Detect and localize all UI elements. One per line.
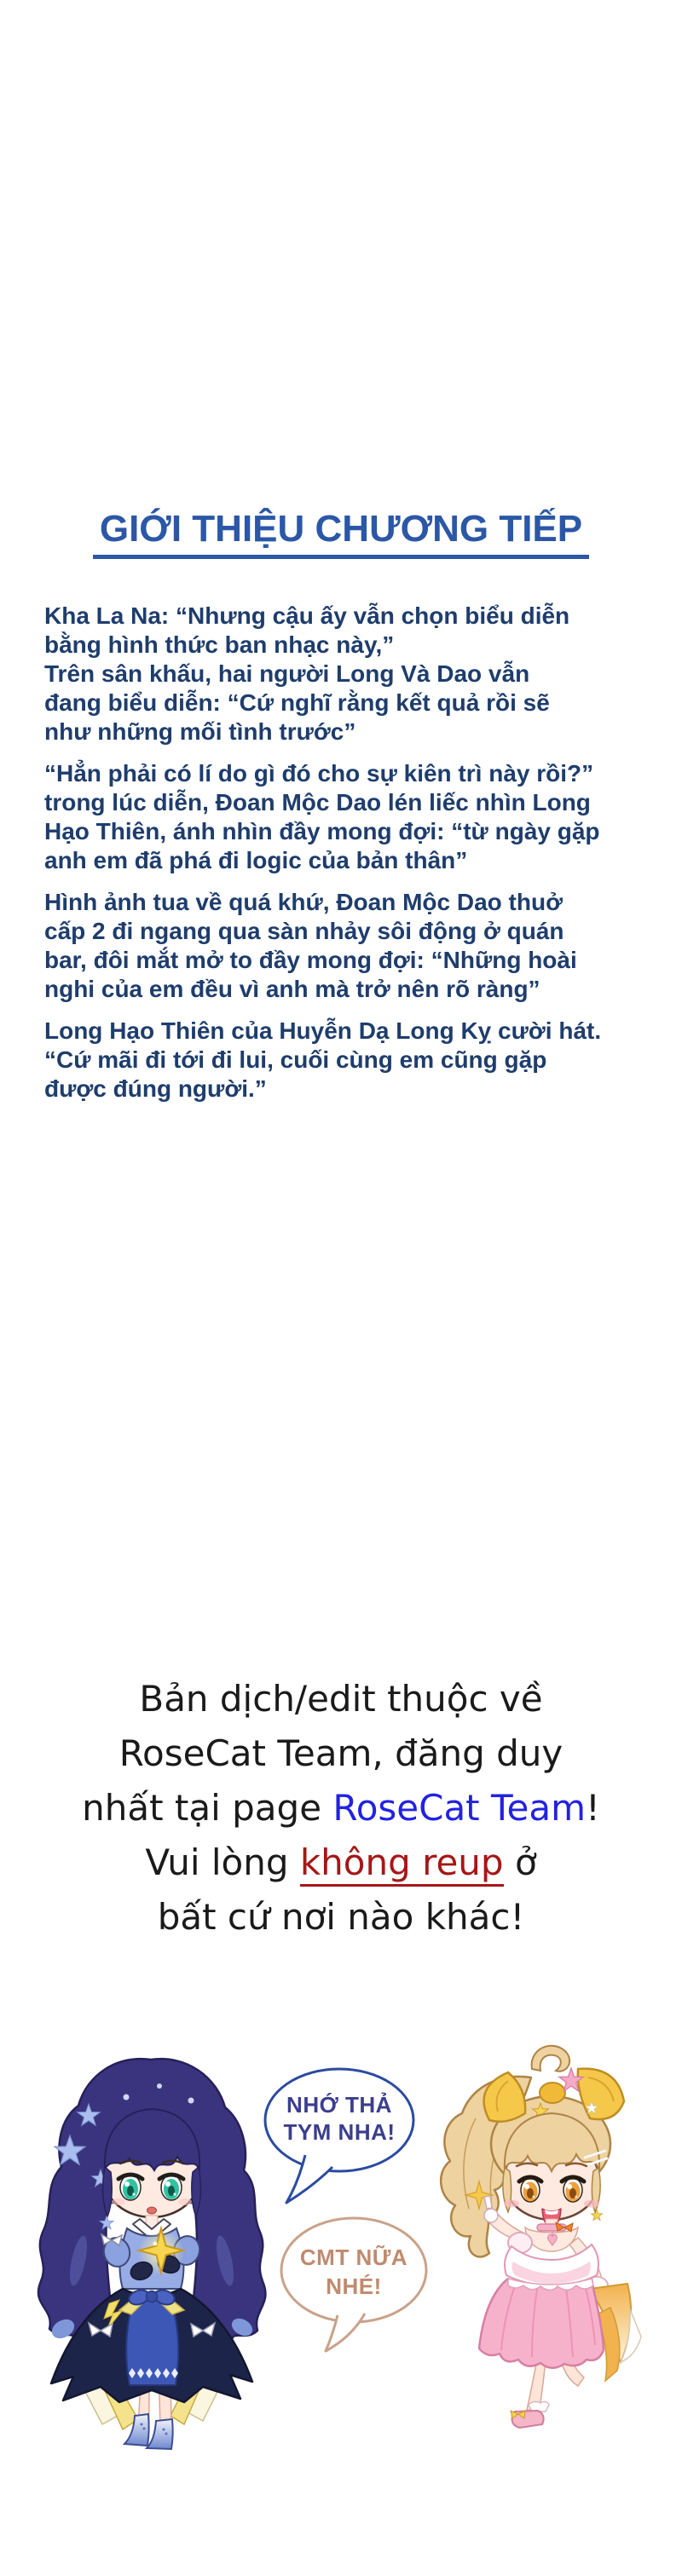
- ahoge-curl: [532, 2046, 569, 2072]
- bubble-tym-line1: NHỚ THẢ: [286, 2092, 392, 2118]
- synopsis-line: nghi của em đều vì anh mà trở nên rõ ràng”: [44, 976, 540, 1002]
- synopsis-text-block: [44, 602, 658, 1116]
- synopsis-line: Hạo Thiên, ánh nhìn đầy mong đợi: “từ ngày gặp: [44, 818, 600, 844]
- synopsis-paragraph-4: [44, 1017, 658, 1104]
- synopsis-line: bằng hình thức ban nhạc này,”: [44, 631, 395, 658]
- boot-icon: [147, 2419, 173, 2449]
- credit-line-3: [0, 1781, 682, 1835]
- synopsis-line: “Cứ mãi đi tới đi lui, cuối cùng em cũng gặp: [44, 1046, 547, 1073]
- page-title-row: [0, 510, 682, 559]
- speech-bubble-tym: [265, 2069, 413, 2203]
- bubble-tym-line2: TYM NHA!: [283, 2119, 396, 2145]
- waist-bow-icon: [147, 2291, 158, 2302]
- speech-bubble-cmt: [281, 2218, 426, 2351]
- credit-line-4-pre: Vui lòng: [145, 1841, 300, 1883]
- credit-line-2: RoseCat Team, đăng duy: [118, 1732, 564, 1774]
- rosecat-team-page-name: RoseCat Team: [332, 1787, 587, 1829]
- synopsis-line: Kha La Na: “Nhưng cậu ấy vẫn chọn biểu diễn: [44, 602, 570, 629]
- synopsis-line: đang biểu diễn: “Cứ nghĩ rằng kết quả rồi sẽ: [44, 689, 550, 716]
- credit-line-3-post: !: [586, 1787, 600, 1829]
- pink-girl-skirt: [479, 2279, 604, 2368]
- synopsis-paragraph-2: [44, 759, 658, 875]
- bubble-cmt-line2: NHÉ!: [326, 2273, 382, 2299]
- star-earring-icon: [591, 2210, 602, 2221]
- synopsis-line: Long Hạo Thiên của Huyễn Dạ Long Kỵ cười hát.: [44, 1017, 602, 1044]
- credits-block: [0, 1672, 682, 1945]
- synopsis-line: bar, đôi mắt mở to đầy mong đợi: “Những hoài: [44, 947, 577, 973]
- synopsis-paragraph-3: [44, 888, 658, 1004]
- credit-line-4: [0, 1835, 682, 1890]
- credit-line-4-post: ở: [503, 1841, 537, 1883]
- blue-girl-face: [100, 2109, 200, 2229]
- blue-girl-outfit: [101, 2216, 203, 2289]
- chibi-blue-girl-illustration: [19, 2048, 283, 2452]
- synopsis-line: cấp 2 đi ngang qua sàn nhảy sôi động ở quán: [44, 918, 564, 944]
- synopsis-line: được đúng người.”: [44, 1075, 267, 1102]
- no-reup-warning: không reup: [300, 1841, 504, 1887]
- page-title: GIỚI THIỆU CHƯƠNG TIẾP: [93, 510, 589, 559]
- synopsis-line: Trên sân khấu, hai người Long Và Dao vẫn: [44, 660, 530, 687]
- synopsis-line: như những mối tình trước”: [44, 718, 356, 745]
- bubble-cmt-line1: CMT NỮA: [299, 2245, 408, 2270]
- credit-line-3-pre: nhất tại page: [82, 1787, 333, 1829]
- credit-line-1: Bản dịch/edit thuộc về: [139, 1678, 543, 1720]
- synopsis-line: anh em đã phá đi logic của bản thân”: [44, 847, 468, 873]
- synopsis-line: Hình ảnh tua về quá khứ, Đoan Mộc Dao thuở: [44, 889, 563, 915]
- synopsis-paragraph-1: [44, 602, 658, 746]
- synopsis-line: “Hẳn phải có lí do gì đó cho sự kiên trì này rồi?”: [44, 760, 594, 787]
- credit-line-5: bất cứ nơi nào khác!: [157, 1896, 525, 1938]
- synopsis-line: trong lúc diễn, Đoan Mộc Dao lén liếc nhìn Long: [44, 789, 591, 815]
- speech-bubbles: [256, 2058, 443, 2358]
